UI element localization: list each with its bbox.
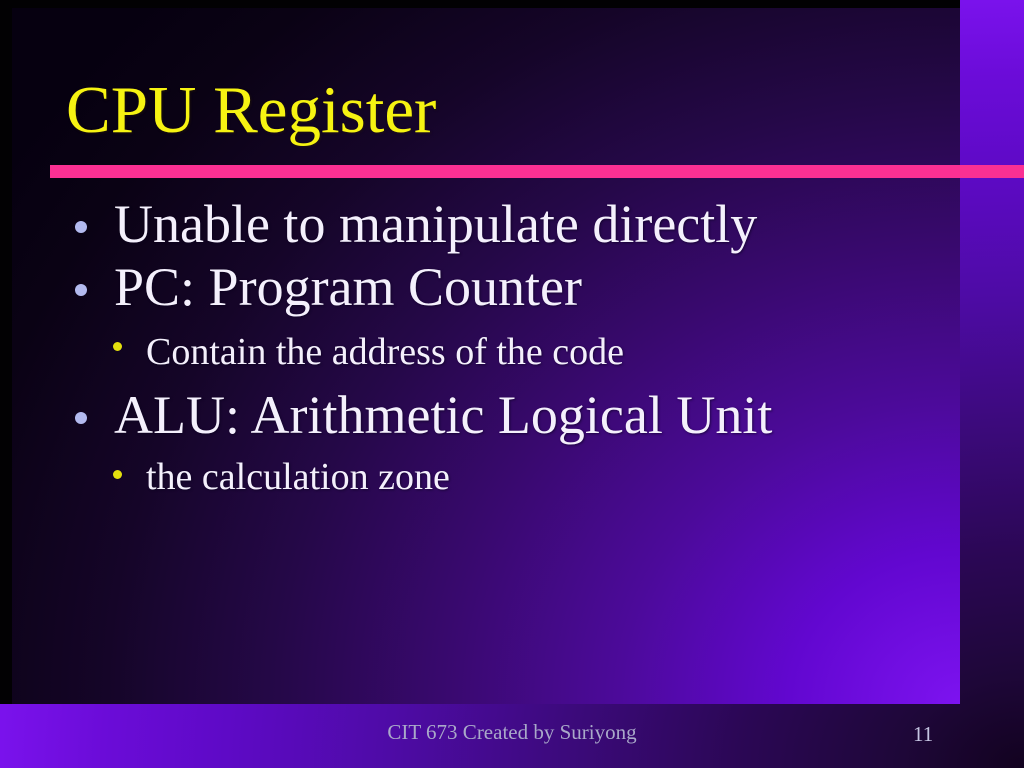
footer-text: CIT 673 Created by Suriyong	[387, 720, 637, 744]
bullet-dot-level1	[75, 412, 87, 424]
bullet-item-1: Unable to manipulate directly	[114, 194, 758, 254]
sub-bullet-item-1: Contain the address of the code	[146, 331, 625, 373]
title-underline-rule	[50, 165, 1024, 178]
slide-title: CPU Register	[66, 73, 437, 147]
bullet-dot-level2	[113, 342, 122, 351]
bullet-dot-level2	[113, 470, 122, 479]
bullet-dot-level1	[75, 284, 87, 296]
bullet-item-3: ALU: Arithmetic Logical Unit	[114, 385, 773, 445]
bullet-item-2: PC: Program Counter	[114, 257, 582, 317]
left-black-bar	[0, 0, 12, 704]
bullet-dot-level1	[75, 221, 87, 233]
top-black-bar	[0, 0, 960, 8]
page-number: 11	[913, 722, 934, 746]
sub-bullet-item-2: the calculation zone	[146, 456, 450, 498]
